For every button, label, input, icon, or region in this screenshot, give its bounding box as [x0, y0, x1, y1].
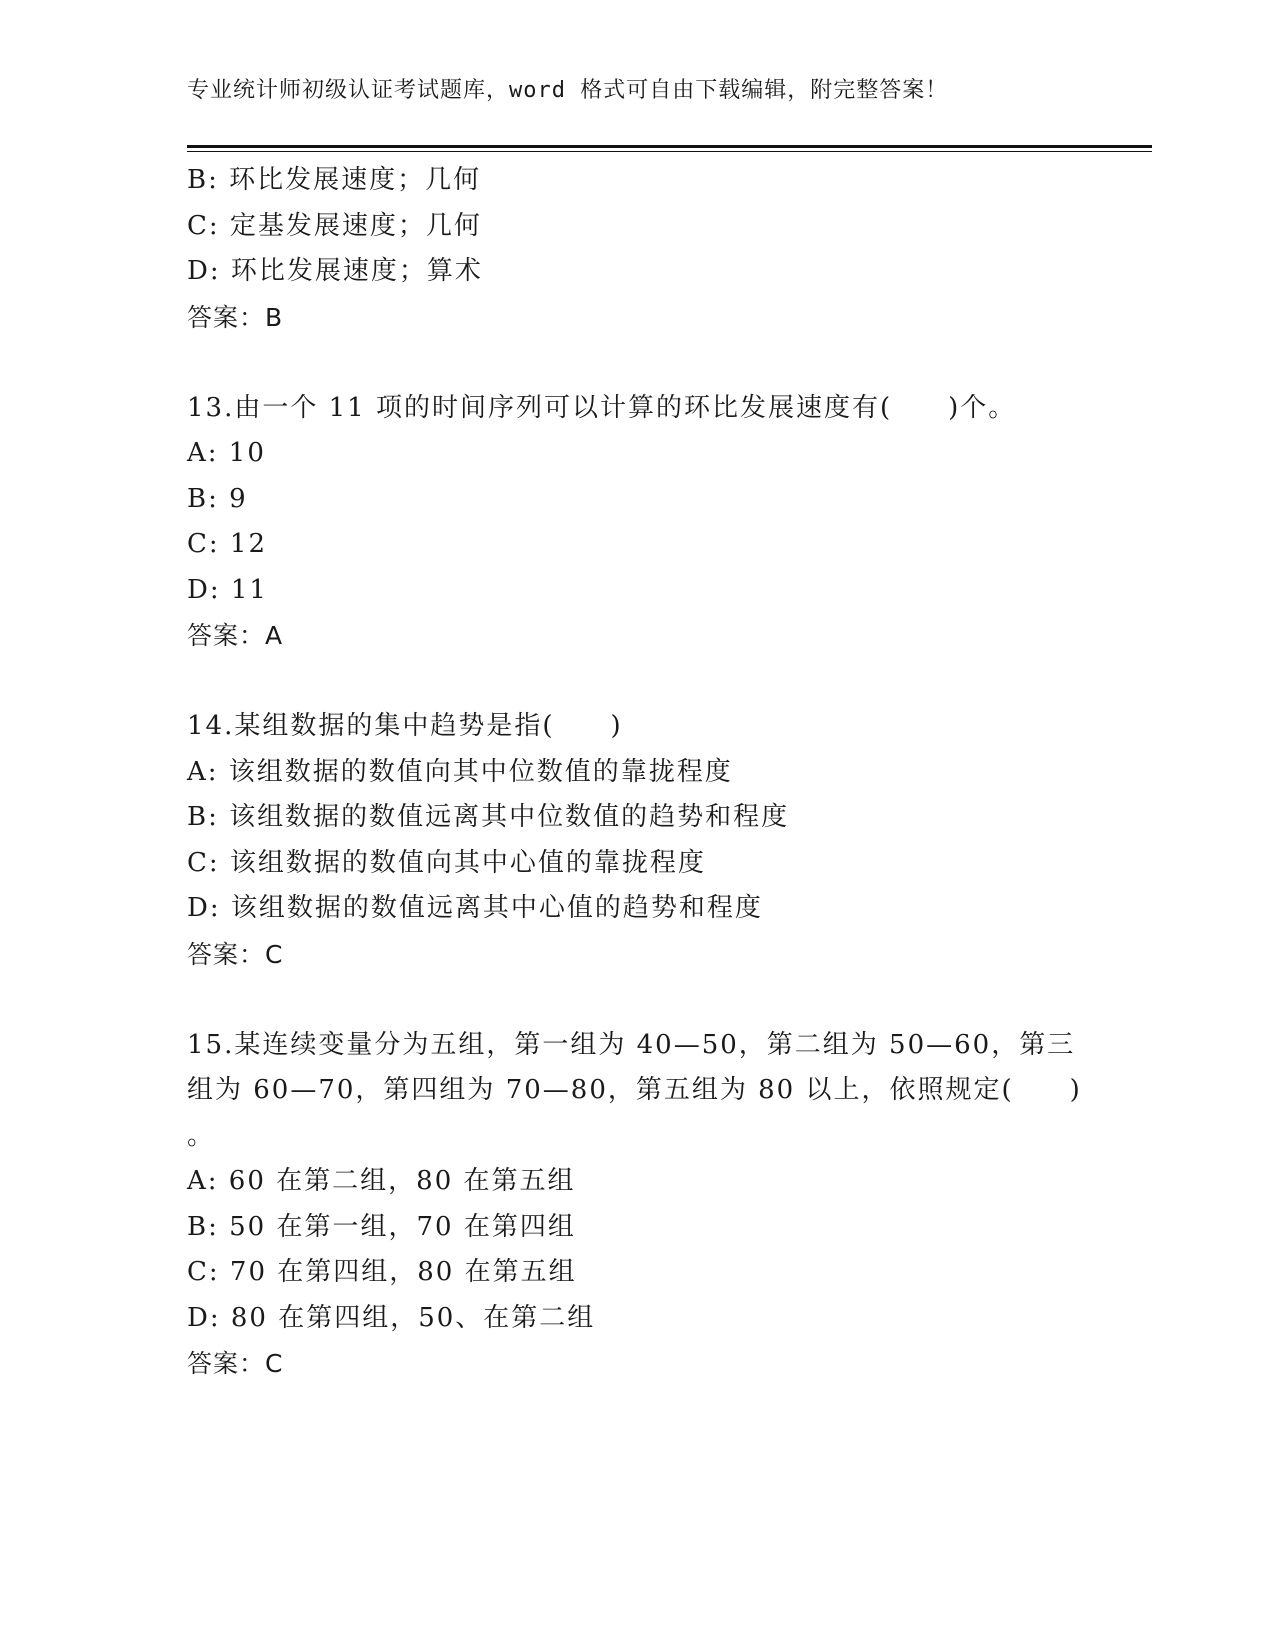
option-b: B: 环比发展速度；几何	[187, 165, 482, 195]
spacer	[187, 977, 1087, 1023]
question-stem-line-1: 15.某连续变量分为五组，第一组为 40—50，第二组为 50—60，第三	[187, 1029, 1076, 1060]
question-15	[187, 1023, 1087, 1387]
option-b: B: 该组数据的数值远离其中位数值的趋势和程度	[187, 802, 790, 832]
option-c: C: 12	[187, 529, 268, 559]
header-rule-thick	[187, 145, 1152, 148]
option-d: D: 80 在第四组，50、在第二组	[187, 1302, 596, 1333]
option-d: D: 11	[187, 574, 268, 605]
option-b: B: 50 在第一组，70 在第四组	[187, 1211, 576, 1242]
question-13	[187, 386, 1087, 659]
option-c: C: 70 在第四组，80 在第五组	[187, 1257, 577, 1287]
option-c: C: 该组数据的数值向其中心值的靠拢程度	[187, 847, 706, 878]
option-a: A: 10	[187, 438, 266, 468]
option-a: A: 60 在第二组，80 在第五组	[187, 1166, 576, 1196]
answer: 答案：C	[187, 939, 284, 969]
option-d: D: 环比发展速度；算术	[187, 256, 483, 286]
spacer	[187, 659, 1087, 705]
answer: 答案：A	[187, 621, 284, 650]
option-b: B: 9	[187, 483, 248, 514]
option-d: D: 该组数据的数值远离其中心值的趋势和程度	[187, 893, 763, 923]
page-header: 专业统计师初级认证考试题库，word 格式可自由下载编辑，附完整答案！	[187, 78, 949, 103]
answer: 答案：B	[187, 302, 284, 332]
header-rule-thin	[187, 151, 1152, 152]
question-12-continued	[187, 158, 1087, 340]
question-content	[187, 158, 1087, 1387]
answer: 答案：C	[187, 1349, 284, 1378]
option-c: C: 定基发展速度；几何	[187, 210, 482, 241]
question-stem: 14.某组数据的集中趋势是指( )	[187, 711, 623, 741]
option-a: A: 该组数据的数值向其中位数值的靠拢程度	[187, 756, 733, 787]
question-stem: 13.由一个 11 项的时间序列可以计算的环比发展速度有( )个。	[187, 392, 1017, 423]
question-stem-line-3: 。	[187, 1120, 216, 1151]
question-14	[187, 704, 1087, 977]
question-stem-line-2: 组为 60—70，第四组为 70—80，第五组为 80 以上，依照规定( )	[187, 1075, 1082, 1105]
spacer	[187, 340, 1087, 386]
